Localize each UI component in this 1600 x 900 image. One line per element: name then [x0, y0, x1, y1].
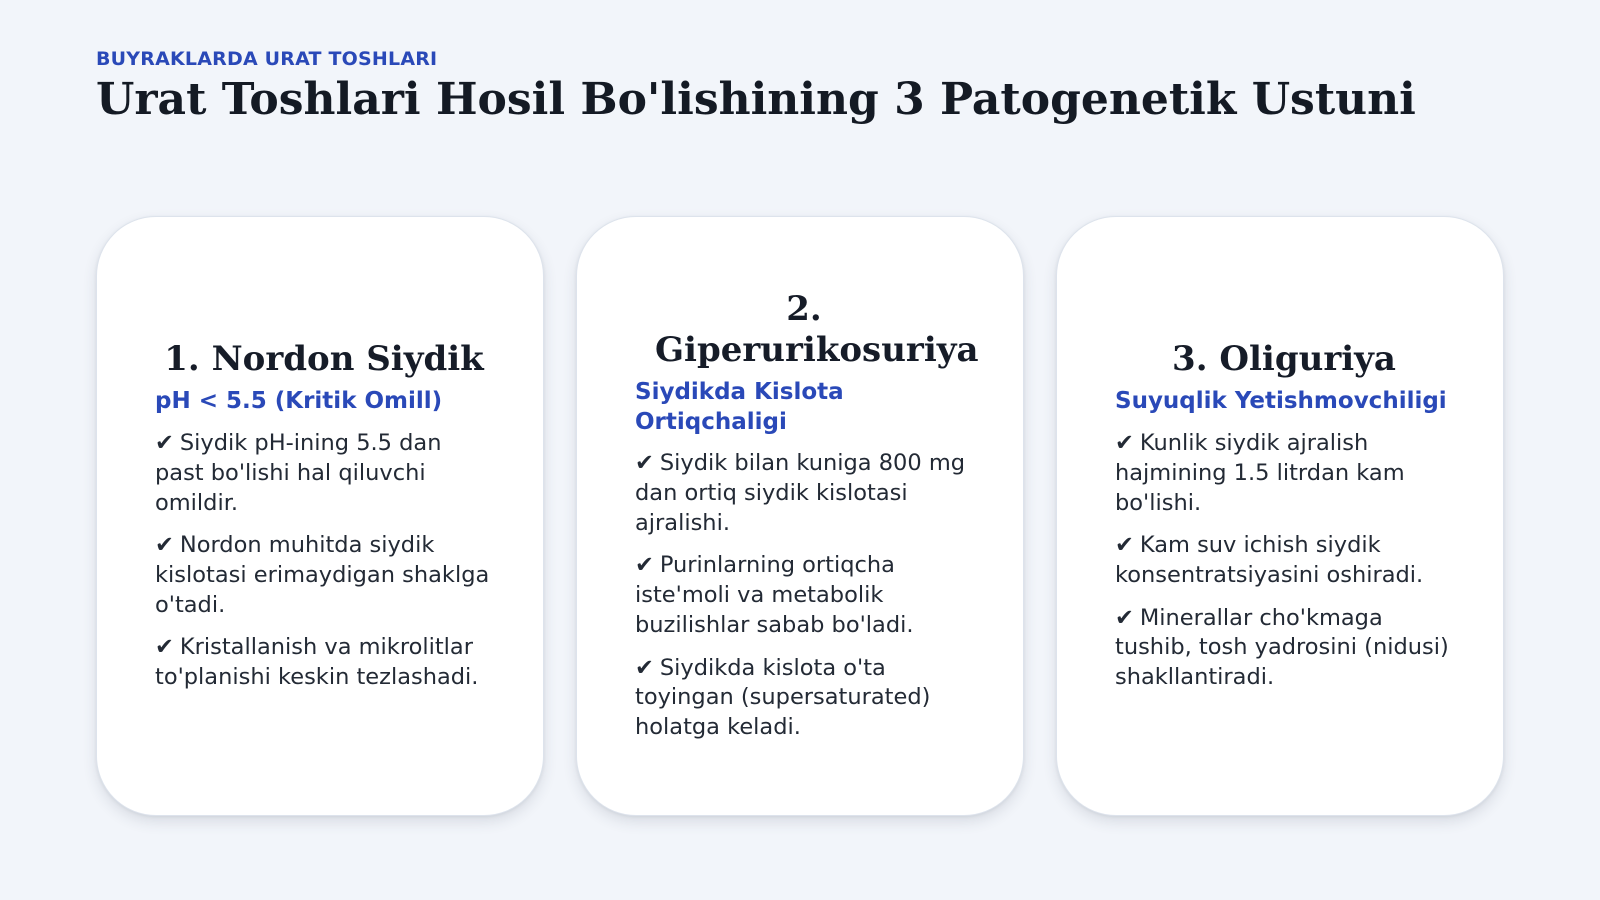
list-item — [155, 429, 493, 518]
checkmark-icon: ✔ — [635, 552, 654, 579]
checkmark-icon: ✔ — [635, 450, 654, 477]
list-item-text: Siydik bilan kuniga 800 mg dan ortiq siydik kislotasi ajralishi. — [635, 450, 966, 536]
pillar-card-giperurikosuriya — [576, 216, 1024, 816]
pillar-cards — [96, 216, 1504, 816]
card-title: 2. Giperurikosuriya — [655, 289, 979, 370]
list-item — [155, 633, 493, 692]
card-bullet-list — [1115, 429, 1453, 693]
list-item — [1115, 604, 1453, 693]
card-subtitle: pH < 5.5 (Kritik Omill) — [155, 388, 443, 415]
checkmark-icon: ✔ — [1115, 604, 1134, 631]
checkmark-icon: ✔ — [155, 430, 174, 457]
list-item — [155, 531, 493, 620]
card-bullet-list — [635, 449, 973, 742]
checkmark-icon: ✔ — [155, 532, 174, 559]
slide-title: Urat Toshlari Hosil Bo'lishining 3 Patogenetik Ustuni — [96, 74, 1416, 125]
eyebrow-label: BUYRAKLARDA URAT TOSHLARI — [96, 48, 438, 70]
slide-header — [96, 48, 1504, 127]
list-item — [635, 654, 973, 743]
list-item-text: Kam suv ichish siydik konsentratsiyasini oshiradi. — [1115, 532, 1424, 588]
checkmark-icon: ✔ — [635, 654, 654, 681]
card-title: 1. Nordon Siydik — [164, 339, 484, 380]
list-item-text: Minerallar cho'kmaga tushib, tosh yadrosini (nidusi) shakllantiradi. — [1115, 604, 1449, 691]
pillar-card-oliguriya — [1056, 216, 1504, 816]
list-item-text: Kunlik siydik ajralish hajmining 1.5 litrdan kam bo'lishi. — [1115, 430, 1405, 516]
card-subtitle: Suyuqlik Yetishmovchiligi — [1115, 388, 1447, 415]
list-item-text: Siydikda kislota o'ta toyingan (supersaturated) holatga keladi. — [635, 654, 931, 740]
list-item-text: Purinlarning ortiqcha iste'moli va metabolik buzilishlar sabab bo'ladi. — [635, 552, 914, 638]
list-item — [635, 551, 973, 640]
card-bullet-list — [155, 429, 493, 693]
list-item-text: Kristallanish va mikrolitlar to'planishi keskin tezlashadi. — [155, 634, 479, 691]
list-item-text: Nordon muhitda siydik kislotasi erimaydigan shaklga o'tadi. — [155, 532, 490, 618]
pillar-card-nordon-siydik — [96, 216, 544, 816]
card-title: 3. Oliguriya — [1172, 339, 1396, 380]
list-item — [1115, 429, 1453, 518]
checkmark-icon: ✔ — [155, 634, 174, 661]
card-subtitle: Siydikda Kislota Ortiqchaligi — [635, 378, 844, 435]
checkmark-icon: ✔ — [1115, 430, 1134, 457]
list-item-text: Siydik pH-ining 5.5 dan past bo'lishi hal qiluvchi omildir. — [155, 430, 442, 516]
checkmark-icon: ✔ — [1115, 532, 1134, 559]
list-item — [635, 449, 973, 538]
list-item — [1115, 531, 1453, 590]
